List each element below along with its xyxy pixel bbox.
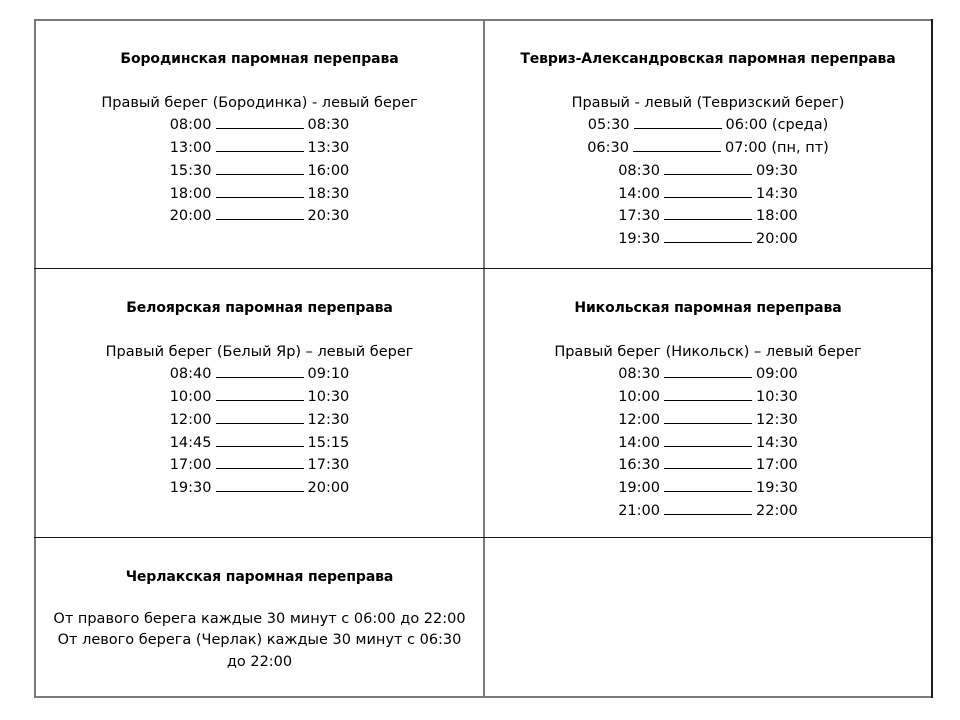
time-separator-line [216, 205, 304, 220]
arrival-time: 14:30 [756, 434, 798, 451]
ferry-route: Правый берег (Белый Яр) – левый берег [105, 343, 414, 360]
arrival-time: 20:00 [307, 479, 350, 496]
ferry-route: Правый берег (Никольск) – левый берег [554, 343, 862, 360]
arrival-time: 22:00 [756, 502, 798, 519]
table-border-right [931, 19, 933, 698]
time-separator-line [664, 386, 752, 401]
departure-time: 10:00 [169, 389, 212, 406]
departure-time: 08:30 [618, 162, 660, 179]
time-separator-line [664, 454, 752, 469]
arrival-time: 12:30 [756, 411, 798, 428]
schedule-row [36, 137, 483, 160]
schedule-row [485, 432, 931, 455]
departure-time: 08:00 [169, 117, 212, 134]
departure-time: 15:30 [169, 162, 212, 179]
arrival-time: 17:00 [756, 457, 798, 474]
schedule-row [485, 409, 931, 432]
arrival-time: 15:15 [307, 434, 350, 451]
time-separator-line [216, 183, 304, 198]
time-separator-line [216, 409, 304, 424]
time-separator-line [664, 432, 752, 447]
schedule-row [485, 205, 931, 228]
arrival-time: 13:30 [307, 140, 350, 157]
departure-time: 12:00 [618, 411, 660, 428]
time-separator-line [216, 432, 304, 447]
time-separator-line [216, 477, 304, 492]
departure-time: 08:30 [618, 366, 660, 383]
schedule-row [485, 454, 931, 477]
departure-time: 10:00 [618, 389, 660, 406]
schedule-row [485, 228, 931, 251]
arrival-time: 19:30 [756, 479, 798, 496]
time-separator-line [216, 160, 304, 175]
schedule-row [485, 386, 931, 409]
ferry-title: Черлакская паромная переправа [125, 569, 394, 585]
departure-time: 20:00 [169, 208, 212, 225]
departure-time: 16:30 [618, 457, 660, 474]
schedule-row [36, 205, 483, 228]
departure-time: 13:00 [169, 140, 212, 157]
schedule-note: От левого берега (Черлак) каждые 30 минут с 06:30 до 22:00 [57, 632, 462, 671]
time-separator-line [664, 409, 752, 424]
arrival-time: 07:00 (пн, пт) [724, 140, 829, 157]
schedule-row [36, 409, 483, 432]
table-divider-row-1 [34, 268, 933, 269]
arrival-time: 10:30 [756, 389, 798, 406]
arrival-time: 06:00 (среда) [725, 117, 829, 134]
schedule-row [36, 477, 483, 500]
schedule-row [485, 137, 931, 160]
time-separator-line [216, 114, 304, 129]
departure-time: 05:30 [587, 117, 630, 134]
schedule-row [485, 500, 931, 523]
departure-time: 17:00 [169, 457, 212, 474]
departure-time: 14:45 [169, 434, 212, 451]
departure-time: 14:00 [618, 185, 660, 202]
ferry-cell-nikolsk [485, 298, 931, 522]
ferry-title: Никольская паромная переправа [574, 300, 842, 316]
arrival-time: 09:10 [307, 366, 350, 383]
ferry-title: Белоярская паромная переправа [126, 300, 393, 316]
schedule-row [485, 114, 931, 137]
arrival-time: 08:30 [307, 117, 350, 134]
schedule-row [485, 477, 931, 500]
schedule-row [36, 386, 483, 409]
departure-time: 19:30 [169, 479, 212, 496]
time-separator-line [216, 386, 304, 401]
time-separator-line [216, 137, 304, 152]
departure-time: 21:00 [618, 502, 660, 519]
time-separator-line [633, 137, 721, 152]
ferry-title: Тевриз-Александровская паромная переправа [520, 51, 896, 67]
departure-time: 17:30 [618, 208, 660, 225]
departure-time: 19:00 [618, 479, 660, 496]
schedule-table [34, 19, 933, 698]
time-separator-line [664, 160, 752, 175]
arrival-time: 09:30 [756, 162, 798, 179]
schedule-row [485, 160, 931, 183]
ferry-title: Бородинская паромная переправа [120, 51, 399, 67]
time-separator-line [664, 477, 752, 492]
arrival-time: 18:30 [307, 185, 350, 202]
departure-time: 08:40 [169, 366, 212, 383]
arrival-time: 09:00 [756, 366, 798, 383]
arrival-time: 17:30 [307, 457, 350, 474]
schedule-row [485, 183, 931, 206]
departure-time: 06:30 [587, 140, 629, 157]
departure-time: 18:00 [169, 185, 212, 202]
ferry-route: Правый - левый (Тевризский берег) [571, 94, 845, 111]
arrival-time: 20:00 [756, 230, 798, 247]
time-separator-line [664, 500, 752, 515]
arrival-time: 12:30 [307, 411, 350, 428]
departure-time: 19:30 [618, 230, 660, 247]
time-separator-line [664, 363, 752, 378]
schedule-row [36, 114, 483, 137]
schedule-row [36, 160, 483, 183]
ferry-cell-beloyarsk [36, 298, 483, 500]
time-separator-line [664, 183, 752, 198]
arrival-time: 20:30 [307, 208, 350, 225]
departure-time: 12:00 [169, 411, 212, 428]
arrival-time: 10:30 [307, 389, 350, 406]
time-separator-line [216, 363, 304, 378]
ferry-cell-cherlak [36, 567, 483, 674]
time-separator-line [216, 454, 304, 469]
ferry-cell-tevriz [485, 49, 931, 251]
ferry-cell-borodino [36, 49, 483, 228]
arrival-time: 14:30 [756, 185, 798, 202]
ferry-route: Правый берег (Бородинка) - левый берег [101, 94, 418, 111]
departure-time: 14:00 [618, 434, 660, 451]
time-separator-line [664, 228, 752, 243]
arrival-time: 18:00 [756, 208, 798, 225]
schedule-row [36, 363, 483, 386]
schedule-row [36, 454, 483, 477]
schedule-row [36, 183, 483, 206]
schedule-row [485, 363, 931, 386]
arrival-time: 16:00 [307, 162, 350, 179]
schedule-note: От правого берега каждые 30 минут с 06:00 до 22:00 [53, 610, 466, 627]
time-separator-line [634, 114, 722, 129]
empty-cell [485, 538, 931, 696]
time-separator-line [664, 205, 752, 220]
schedule-row [36, 432, 483, 455]
